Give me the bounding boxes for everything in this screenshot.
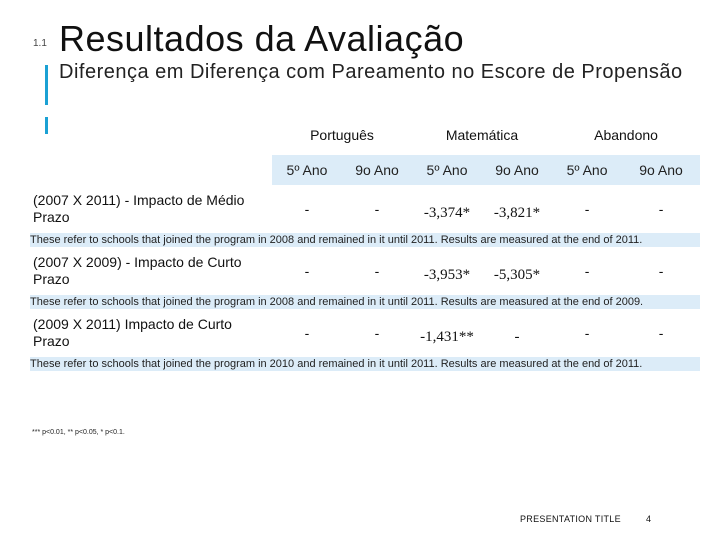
row-label: (2009 X 2011) Impacto de Curto Prazo — [30, 309, 272, 357]
table-cell: - — [622, 247, 700, 295]
group-header-matematica: Matemática — [412, 115, 552, 155]
year-header: 9o Ano — [342, 155, 412, 185]
table-cell: -5,305* — [482, 247, 552, 295]
year-header: 9o Ano — [622, 155, 700, 185]
results-table — [30, 115, 700, 371]
table-cell: - — [552, 185, 622, 233]
slide-subtitle: Diferença em Diferença com Pareamento no Escore de Propensão — [59, 61, 683, 83]
table-cell: -3,821* — [482, 185, 552, 233]
table-cell: - — [342, 309, 412, 357]
note-row — [30, 233, 700, 247]
row-note: These refer to schools that joined the program in 2008 and remained in it until 2011. Results are measured at the end of 2011. — [30, 233, 700, 247]
table-row — [30, 185, 700, 233]
table-cell: - — [552, 309, 622, 357]
row-label: (2007 X 2011) - Impacto de Médio Prazo — [30, 185, 272, 233]
footer-title: PRESENTATION TITLE — [520, 514, 621, 524]
group-header-abandono: Abandono — [552, 115, 700, 155]
note-row — [30, 295, 700, 309]
year-header: 5º Ano — [412, 155, 482, 185]
slide-marker: 1.1 — [33, 38, 47, 49]
table-cell: - — [482, 309, 552, 357]
table-cell: - — [272, 185, 342, 233]
row-note: These refer to schools that joined the program in 2010 and remained in it until 2011. Results are measured at the end of 2011. — [30, 357, 700, 371]
group-header-portugues: Português — [272, 115, 412, 155]
table-cell: - — [342, 247, 412, 295]
slide-title: Resultados da Avaliação — [59, 18, 465, 59]
significance-footnote: *** p<0.01, ** p<0.05, * p<0.1. — [32, 429, 125, 436]
year-header: 5º Ano — [552, 155, 622, 185]
table-cell: - — [622, 185, 700, 233]
table-cell: -3,374* — [412, 185, 482, 233]
group-header-row — [30, 115, 700, 155]
accent-bar — [45, 65, 48, 105]
table-cell: - — [552, 247, 622, 295]
row-label: (2007 X 2009) - Impacto de Curto Prazo — [30, 247, 272, 295]
table-cell: -1,431** — [412, 309, 482, 357]
page-number: 4 — [646, 514, 652, 524]
year-header: 5º Ano — [272, 155, 342, 185]
note-row — [30, 357, 700, 371]
table-cell: - — [272, 309, 342, 357]
table-row — [30, 247, 700, 295]
header-blank — [30, 155, 272, 185]
table-cell: - — [342, 185, 412, 233]
year-header: 9o Ano — [482, 155, 552, 185]
table-cell: - — [622, 309, 700, 357]
header-blank — [30, 115, 272, 155]
row-note: These refer to schools that joined the program in 2008 and remained in it until 2011. Results are measured at the end of 2009. — [30, 295, 700, 309]
year-header-row — [30, 155, 700, 185]
table-cell: - — [272, 247, 342, 295]
table-row — [30, 309, 700, 357]
table-cell: -3,953* — [412, 247, 482, 295]
